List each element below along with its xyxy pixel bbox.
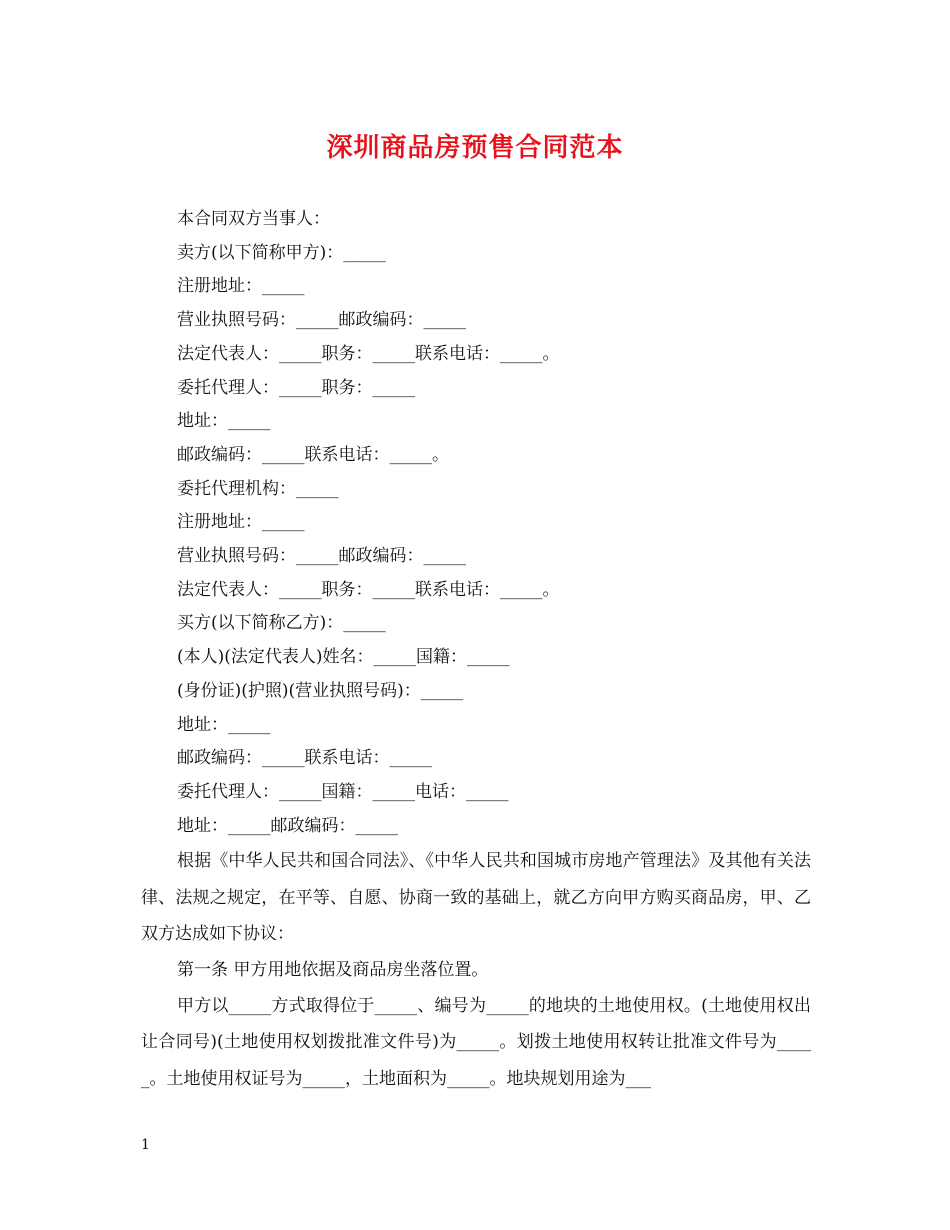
document-body bbox=[141, 203, 811, 1097]
seller-agent-address-line: 地址：_____ bbox=[177, 411, 271, 432]
party-intro-line: 本合同双方当事人： bbox=[177, 209, 330, 229]
seller-agent-contact-line: 邮政编码：_____联系电话：_____。 bbox=[177, 444, 449, 465]
buyer-agent-address-line: 地址：_____邮政编码：_____ bbox=[177, 815, 398, 836]
buyer-line: 买方(以下简称乙方)：_____ bbox=[177, 613, 386, 634]
buyer-address-line: 地址：_____ bbox=[177, 714, 271, 735]
agency-license-line: 营业执照号码：_____邮政编码：_____ bbox=[177, 546, 466, 567]
seller-line: 卖方(以下简称甲方)：_____ bbox=[177, 242, 386, 263]
buyer-id-line: (身份证)(护照)(营业执照号码)：_____ bbox=[177, 680, 464, 701]
page-number: 1 bbox=[141, 1137, 150, 1153]
buyer-contact-line: 邮政编码：_____联系电话：_____ bbox=[177, 748, 432, 769]
seller-agent-line: 委托代理人：_____职务：_____ bbox=[177, 377, 415, 398]
article-one-heading: 第一条 甲方用地依据及商品房坐落位置。 bbox=[177, 959, 489, 980]
agency-line: 委托代理机构：_____ bbox=[177, 478, 339, 499]
agency-legal-representative-line: 法定代表人：_____职务：_____联系电话：_____。 bbox=[177, 579, 560, 600]
seller-license-line: 营业执照号码：_____邮政编码：_____ bbox=[177, 310, 466, 331]
buyer-name-line: (本人)(法定代表人)姓名：_____国籍：_____ bbox=[177, 647, 510, 668]
preamble-paragraph: 根据《中华人民共和国合同法》、《中华人民共和国城市房地产管理法》及其他有关法律、法规之规定，在平等、自愿、协商一致的基础上，就乙方向甲方购买商品房，甲、乙双方达成如下协议： bbox=[141, 851, 811, 944]
article-one-paragraph: 甲方以_____方式取得位于_____、编号为_____的地块的土地使用权。(土地使用权出让合同号)(土地使用权划拨批准文件号)为_____。划拨土地使用权转让批准文件号为_____。土地使用权证号为_____，土地面积为_____。地块规划用途为___ bbox=[141, 996, 811, 1089]
seller-registered-address-line: 注册地址：_____ bbox=[177, 276, 305, 297]
seller-legal-representative-line: 法定代表人：_____职务：_____联系电话：_____。 bbox=[177, 343, 560, 364]
document-title: 深圳商品房预售合同范本 bbox=[326, 133, 624, 163]
agency-registered-address-line: 注册地址：_____ bbox=[177, 512, 305, 533]
buyer-agent-line: 委托代理人：_____国籍：_____电话：_____ bbox=[177, 781, 509, 802]
